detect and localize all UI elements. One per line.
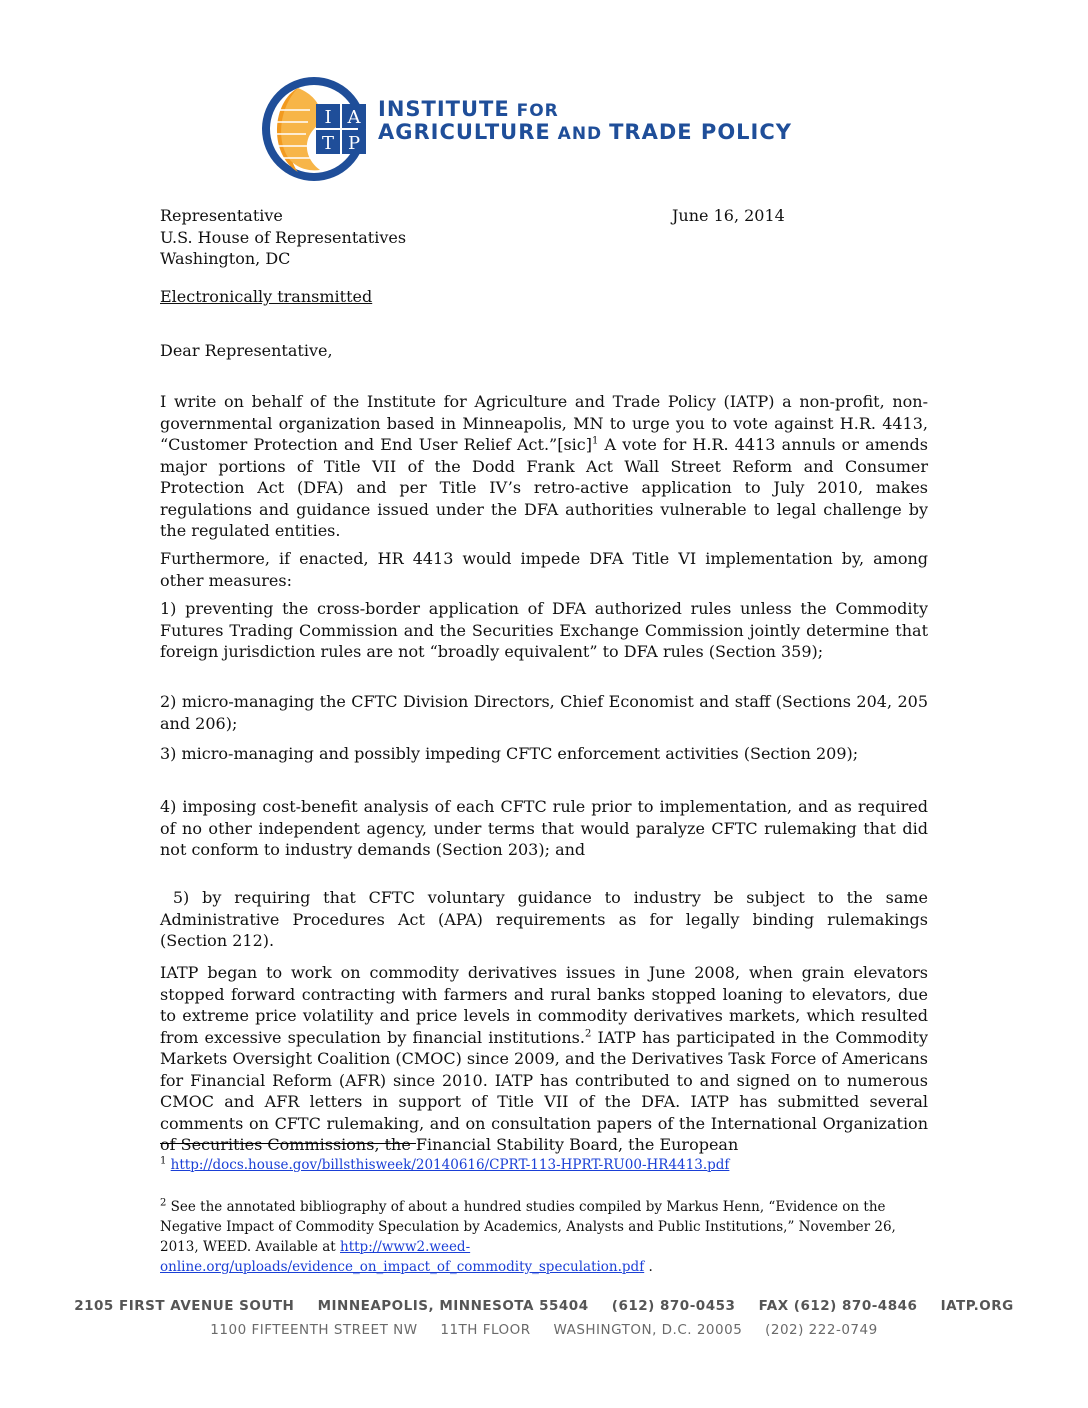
list-item-2: 2) micro-managing the CFTC Division Directors, Chief Economist and staff (Sections 204, 205 and 206); [160, 692, 928, 733]
footer-city: MINNEAPOLIS, MINNESOTA 55404 [317, 1298, 589, 1314]
org-name-line2-main: AGRICULTURE [378, 119, 551, 144]
org-name-line2-end: TRADE POLICY [609, 119, 792, 144]
iatp-logo [258, 74, 898, 184]
list-item-1: 1) preventing the cross-border application of DFA authorized rules unless the Commodity Futures Trading Commission and the Securities Exchange Commission jointly determine that foreign jurisdiction rules are not “broadly equivalent” to DFA rules (Section 359); [160, 599, 928, 661]
recipient-address [160, 205, 406, 270]
footer-phone: (612) 870-0453 [611, 1298, 736, 1314]
org-name-line1-small: FOR [509, 101, 559, 121]
footnote-1 [160, 1155, 928, 1175]
footer-phone: (202) 222-0749 [765, 1322, 878, 1338]
footnote-text: See the annotated bibliography of about a hundred studies compiled by Markus Henn, “Evidence on the Negative Impact of Commodity Speculation by Academics, Analysts and Public Institutions,” November 26, 2013, WEED. Available at [160, 1199, 896, 1255]
footer-floor: 11TH FLOOR [440, 1322, 531, 1338]
footer-fax: FAX (612) 870-4846 [758, 1298, 918, 1314]
footnote-text: . [644, 1259, 653, 1275]
footnote-number: 2 [160, 1197, 167, 1209]
paragraph-background [160, 962, 928, 1156]
footnote-1-link[interactable]: http://docs.house.gov/billsthisweek/20140616/CPRT-113-HPRT-RU00-HR4413.pdf [170, 1157, 730, 1173]
footnote-number: 1 [160, 1155, 167, 1167]
paragraph-text: I write on behalf of the Institute for Agriculture and Trade Policy (IATP) a non-profit, non-governmental organization based in Minneapolis, MN to urge you to vote against H.R. 4413, “Customer Protection and End User Relief Act.”[sic] [160, 392, 928, 454]
footer-city: WASHINGTON, D.C. 20005 [553, 1322, 743, 1338]
address-line: Representative [160, 206, 283, 225]
footnote-2 [160, 1197, 928, 1277]
footer-address-washington [0, 1322, 1088, 1338]
list-item-5: 5) by requiring that CFTC voluntary guidance to industry be subject to the same Administrative Procedures Act (APA) requirements as for legally binding rulemakings (Section 212). [160, 888, 934, 950]
paragraph-furthermore: Furthermore, if enacted, HR 4413 would impede DFA Title VI implementation by, among other measures: [160, 549, 928, 590]
logo-letter-t: T [321, 133, 335, 154]
footnote-2-link[interactable]: http://www2.weed-online.org/uploads/evidence_on_impact_of_commodity_speculation.pdf [160, 1239, 645, 1275]
logo-letter-i: I [324, 107, 332, 128]
footer-street: 2105 FIRST AVENUE SOUTH [74, 1298, 295, 1314]
salutation: Dear Representative, [160, 341, 333, 360]
address-line: Washington, DC [160, 249, 291, 268]
footnote-ref-2: 2 [584, 1028, 592, 1040]
org-name-line2-small: AND [550, 123, 610, 144]
footer-street: 1100 FIFTEENTH STREET NW [210, 1322, 418, 1338]
org-name-line1-main: INSTITUTE [378, 97, 510, 121]
iatp-globe-icon [258, 74, 370, 184]
paragraph-intro [160, 391, 928, 542]
transmittal-note: Electronically transmitted [160, 287, 373, 306]
logo-letter-p: P [347, 133, 361, 154]
footer-website: IATP.ORG [940, 1298, 1014, 1314]
footer-address-minneapolis [0, 1298, 1088, 1314]
org-name [378, 98, 792, 144]
address-line: U.S. House of Representatives [160, 227, 407, 247]
footnote-ref-1: 1 [592, 435, 599, 447]
list-item-3: 3) micro-managing and possibly impeding CFTC enforcement activities (Section 209); [160, 744, 859, 763]
paragraph-text: A vote for H.R. 4413 annuls or amends major portions of Title VII of the Dodd Frank Act Wall Street Reform and Consumer Protection Act (DFA) and per Title IV’s retro-active application to July 2010, makes regulations and guidance issued under the DFA authorities vulnerable to legal challenge by the regulated entities. [160, 435, 929, 540]
footnote-divider [160, 1143, 416, 1144]
logo-letter-a: A [347, 107, 361, 128]
list-item-4: 4) imposing cost-benefit analysis of each CFTC rule prior to implementation, and as required of no other independent agency, under terms that would paralyze CFTC rulemaking that did not conform to industry demands (Section 203); and [160, 797, 928, 859]
paragraph-text: IATP began to work on commodity derivatives issues in June 2008, when grain elevators stopped forward contracting with farmers and rural banks stopped loaning to elevators, due to extreme price volatility and price levels in commodity derivatives markets, which resulted from excessive speculation by financial institutions. [160, 963, 928, 1047]
letter-date: June 16, 2014 [672, 206, 785, 225]
paragraph-text: IATP has participated in the Commodity Markets Oversight Coalition (CMOC) since 2009, and the Derivatives Task Force of Americans for Financial Reform (AFR) since 2010. IATP has contributed to and signed on to numerous CMOC and AFR letters in support of Title VII of the DFA. IATP has submitted several comments on CFTC rulemaking, and on consultation papers of the International Organization of Securities Commissions, the Financial Stability Board, the European [160, 1027, 928, 1154]
